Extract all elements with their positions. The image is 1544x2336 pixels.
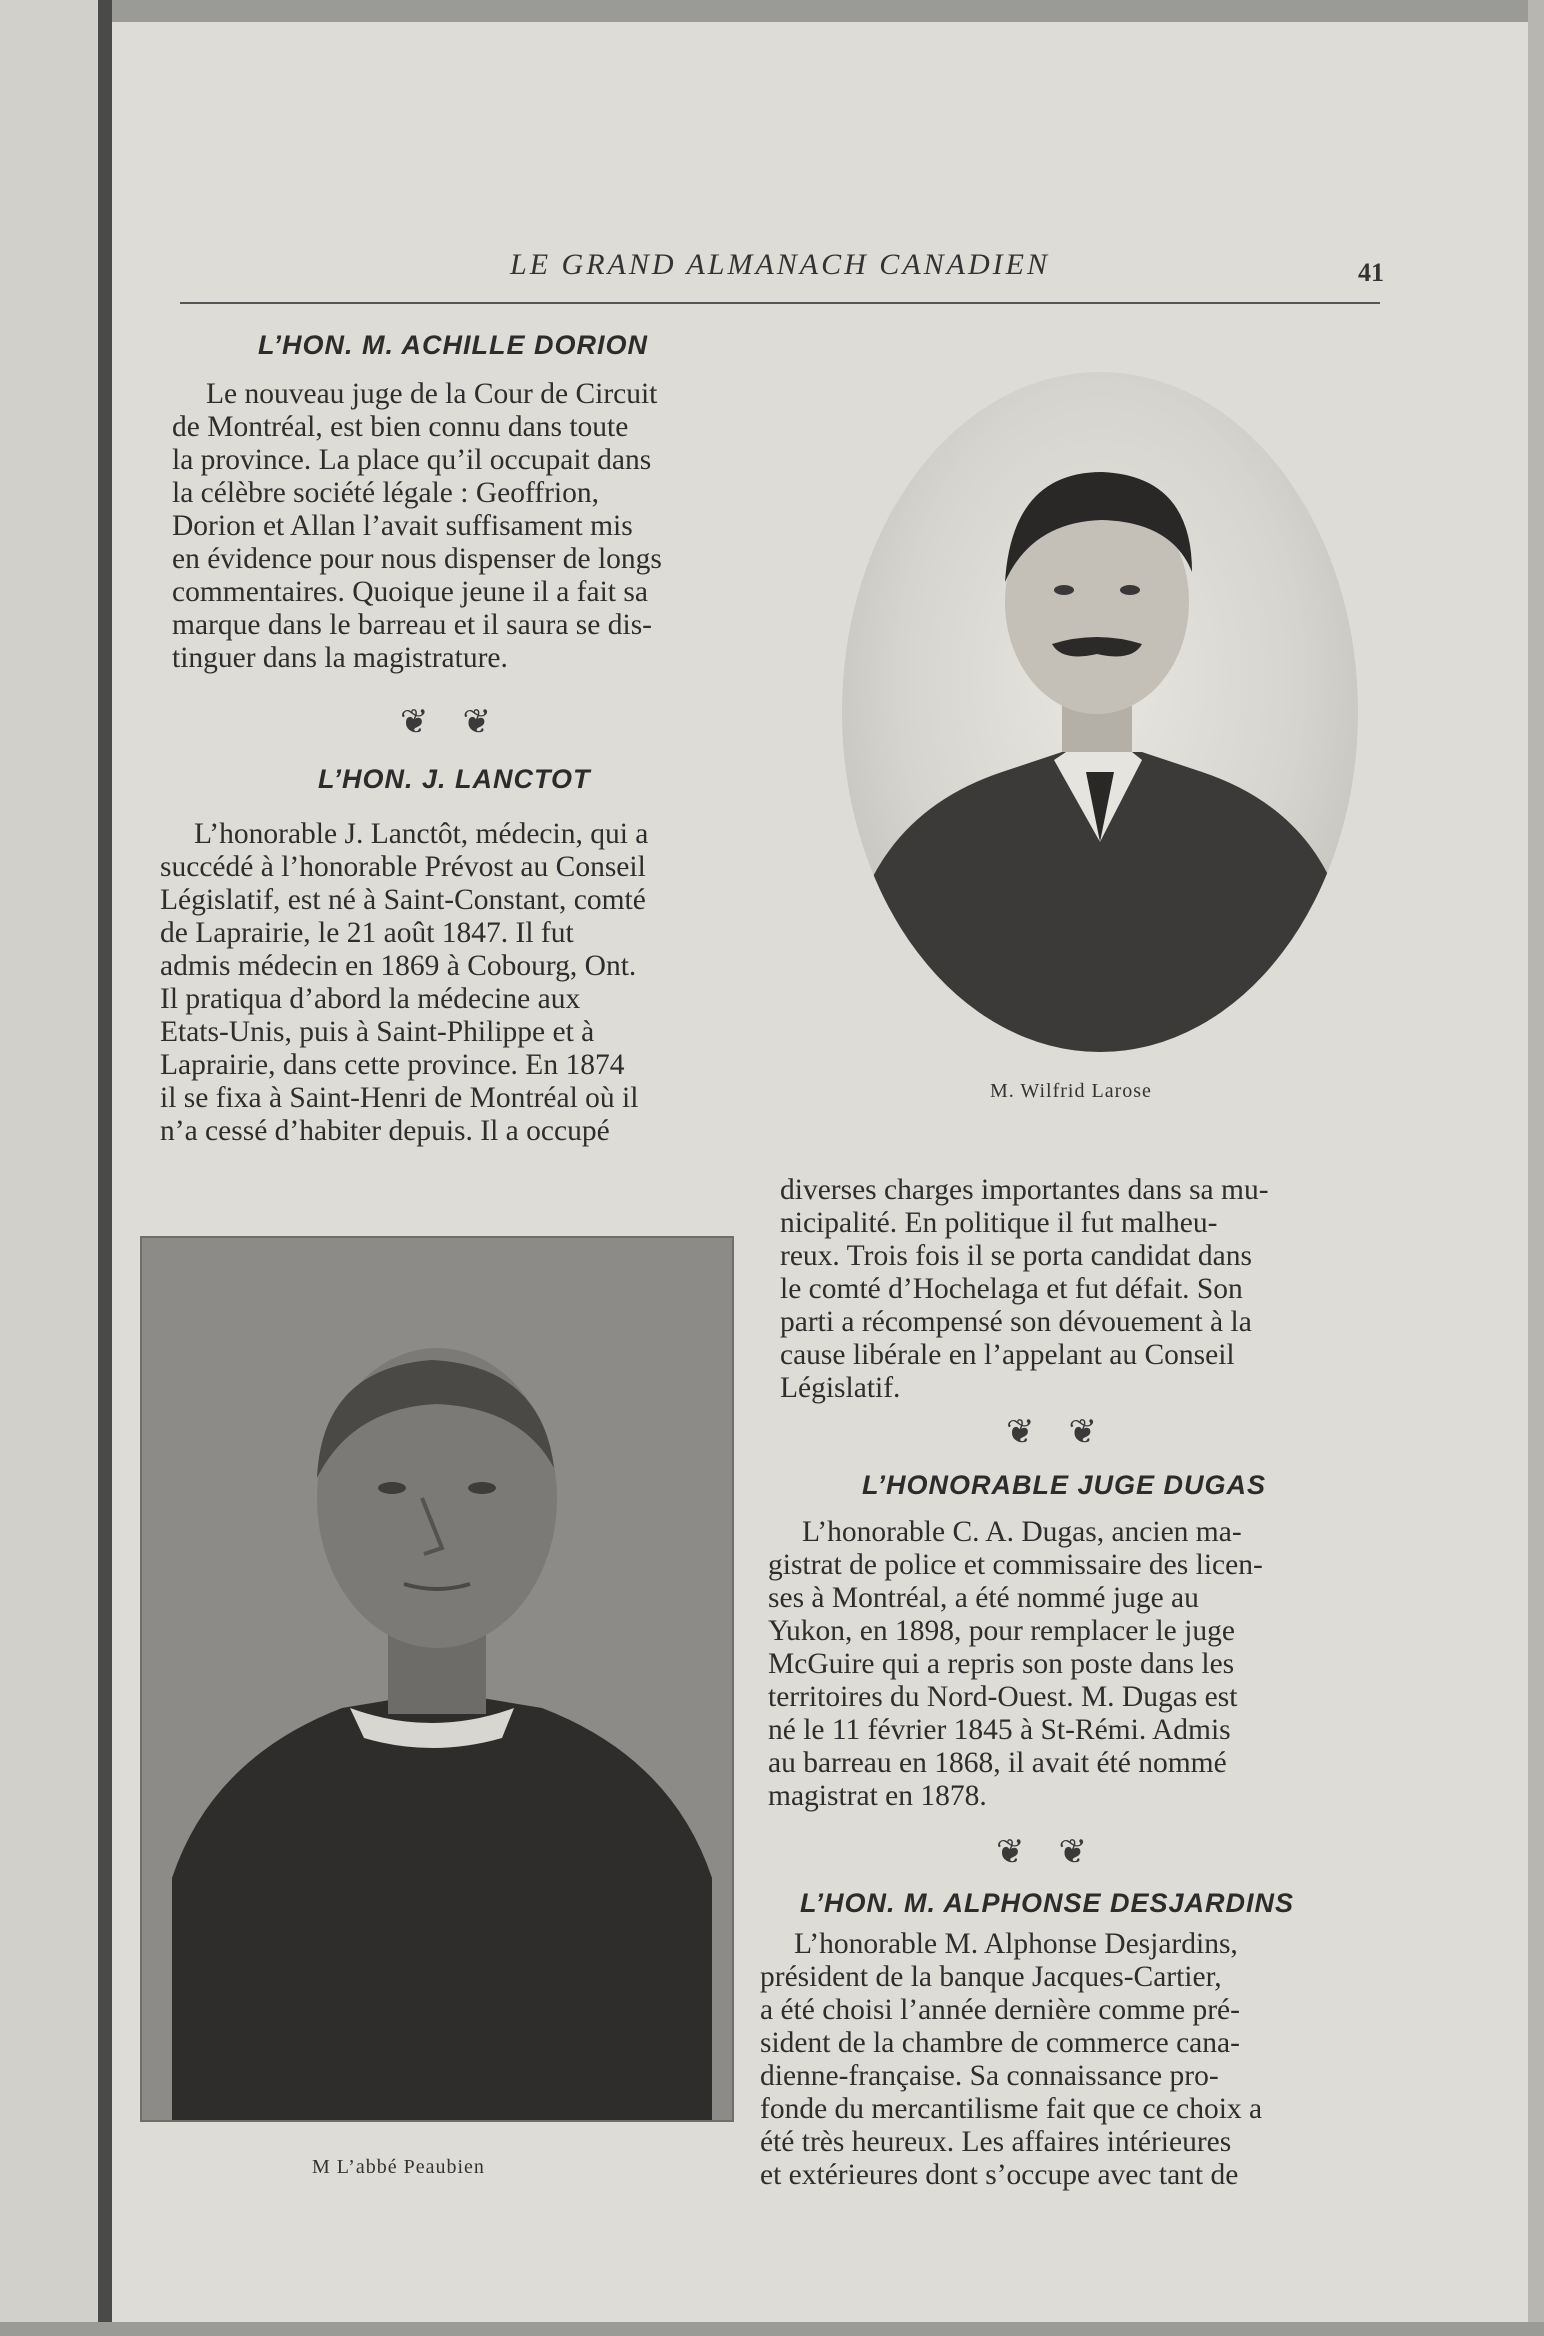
paragraph-dugas <box>768 1516 1358 1813</box>
ornament-divider: ❦❦ <box>400 704 525 741</box>
text-line: Législatif, est né à Saint-Constant, comté <box>160 884 646 916</box>
text-line: L’honorable M. Alphonse Desjardins, <box>794 1928 1238 1960</box>
text-line: n’a cessé d’habiter depuis. Il a occupé <box>160 1115 610 1147</box>
portrait-photo-peaubien <box>140 1236 734 2122</box>
ornament-divider: ❦❦ <box>996 1834 1121 1871</box>
text-line: cause libérale en l’appelant au Conseil <box>780 1339 1235 1371</box>
text-line: et extérieures dont s’occupe avec tant de <box>760 2159 1239 2191</box>
text-line: tinguer dans la magistrature. <box>172 642 508 674</box>
text-line: de Montréal, est bien connu dans toute <box>172 411 629 443</box>
text-line: diverses charges importantes dans sa mu- <box>780 1174 1269 1206</box>
heading-dugas: L’HONORABLE JUGE DUGAS <box>862 1470 1267 1500</box>
scan-right-edge <box>1528 0 1544 2336</box>
text-line: gistrat de police et commissaire des licen- <box>768 1549 1263 1581</box>
text-line: Yukon, en 1898, pour remplacer le juge <box>768 1615 1235 1647</box>
header-title: LE GRAND ALMANACH CANADIEN <box>510 248 1050 281</box>
text-line: été très heureux. Les affaires intérieures <box>760 2126 1232 2158</box>
text-line: fonde du mercantilisme fait que ce choix a <box>760 2093 1263 2125</box>
scan-top-edge <box>0 0 1544 22</box>
text-line: Législatif. <box>780 1372 901 1404</box>
text-line: parti a récompensé son dévouement à la <box>780 1306 1252 1338</box>
caption-larose: M. Wilfrid Larose <box>990 1080 1152 1102</box>
text-line: reux. Trois fois il se porta candidat dans <box>780 1240 1252 1272</box>
text-line: la célèbre société légale : Geoffrion, <box>172 477 599 509</box>
heading-desjardins: L’HON. M. ALPHONSE DESJARDINS <box>800 1888 1295 1918</box>
text-line: McGuire qui a repris son poste dans les <box>768 1648 1235 1680</box>
text-line: au barreau en 1868, il avait été nommé <box>768 1747 1227 1779</box>
header-rule <box>180 302 1380 304</box>
text-line: le comté d’Hochelaga et fut défait. Son <box>780 1273 1243 1305</box>
book-spine <box>98 0 112 2336</box>
left-margin <box>0 0 100 2336</box>
text-line: L’honorable C. A. Dugas, ancien ma- <box>802 1516 1242 1548</box>
text-line: magistrat en 1878. <box>768 1780 987 1812</box>
running-header <box>180 248 1380 288</box>
text-line: admis médecin en 1869 à Cobourg, Ont. <box>160 950 637 982</box>
page-number: 41 <box>1358 258 1384 287</box>
text-line: la province. La place qu’il occupait dans <box>172 444 652 476</box>
paragraph-lanctot-col2 <box>780 1174 1366 1405</box>
text-line: Dorion et Allan l’avait suffisament mis <box>172 510 633 542</box>
text-line: dienne-française. Sa connaissance pro- <box>760 2060 1219 2092</box>
caption-peaubien: M L’abbé Peaubien <box>312 2156 485 2178</box>
text-line: président de la banque Jacques-Cartier, <box>760 1961 1222 1993</box>
portrait-photo-larose <box>842 372 1358 1052</box>
text-line: sident de la chambre de commerce cana- <box>760 2027 1240 2059</box>
text-line: territoires du Nord-Ouest. M. Dugas est <box>768 1681 1238 1713</box>
text-line: de Laprairie, le 21 août 1847. Il fut <box>160 917 574 949</box>
paragraph-desjardins <box>760 1928 1350 2192</box>
text-line: Le nouveau juge de la Cour de Circuit <box>206 378 658 410</box>
text-line: nicipalité. En politique il fut malheu- <box>780 1207 1218 1239</box>
text-line: marque dans le barreau et il saura se dis- <box>172 609 652 641</box>
paragraph-dorion <box>172 378 762 675</box>
scan-bottom-edge <box>0 2322 1544 2336</box>
paragraph-lanctot-col1 <box>160 818 752 1148</box>
text-line: Etats-Unis, puis à Saint-Philippe et à <box>160 1016 595 1048</box>
text-line: succédé à l’honorable Prévost au Conseil <box>160 851 646 883</box>
text-line: a été choisi l’année dernière comme pré- <box>760 1994 1240 2026</box>
ornament-divider: ❦❦ <box>1006 1414 1131 1451</box>
portrait-peaubien-drawing <box>142 1238 732 2120</box>
text-line: en évidence pour nous dispenser de longs <box>172 543 662 575</box>
heading-lanctot: L’HON. J. LANCTOT <box>318 764 591 794</box>
text-line: Laprairie, dans cette province. En 1874 <box>160 1049 625 1081</box>
text-line: né le 11 février 1845 à St-Rémi. Admis <box>768 1714 1231 1746</box>
text-line: il se fixa à Saint-Henri de Montréal où il <box>160 1082 639 1114</box>
text-line: ses à Montréal, a été nommé juge au <box>768 1582 1199 1614</box>
portrait-larose-drawing <box>842 372 1358 1052</box>
text-line: L’honorable J. Lanctôt, médecin, qui a <box>194 818 649 850</box>
text-line: Il pratiqua d’abord la médecine aux <box>160 983 581 1015</box>
heading-dorion: L’HON. M. ACHILLE DORION <box>258 330 648 360</box>
text-line: commentaires. Quoique jeune il a fait sa <box>172 576 648 608</box>
